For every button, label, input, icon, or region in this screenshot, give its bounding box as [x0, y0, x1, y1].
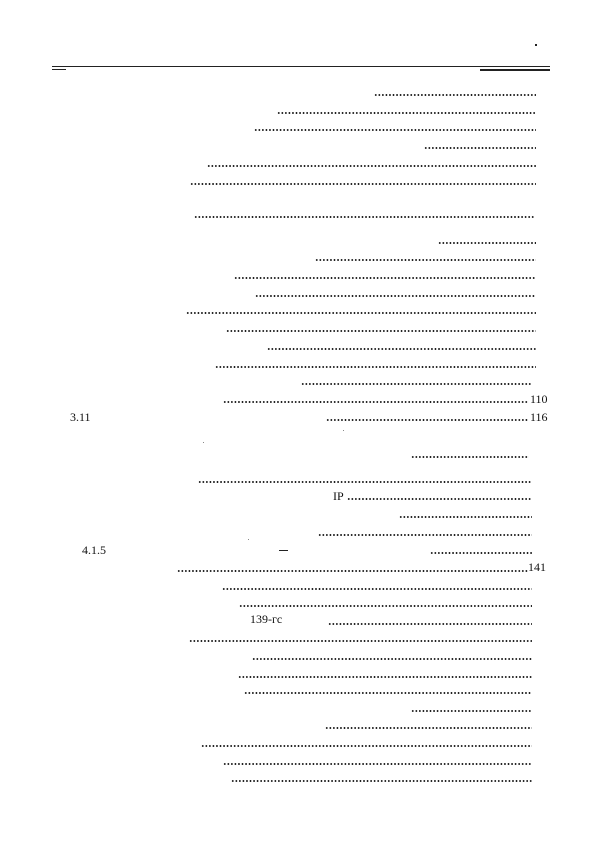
toc-leader	[190, 183, 536, 185]
toc-leader	[411, 456, 529, 458]
dash-mark	[279, 550, 288, 551]
toc-leader	[347, 498, 532, 500]
toc-leader	[301, 383, 532, 385]
section-number: 4.1.5	[82, 543, 106, 557]
toc-leader	[267, 348, 536, 350]
toc-leader	[215, 366, 536, 368]
toc-leader	[424, 147, 536, 149]
toc-leader	[254, 129, 536, 131]
toc-leader	[186, 312, 536, 314]
page-number: 110	[530, 392, 548, 406]
toc-leader	[411, 710, 532, 712]
toc-leader	[255, 295, 536, 297]
toc-leader	[325, 727, 532, 729]
page-number: 141	[528, 560, 546, 574]
toc-leader	[234, 277, 536, 279]
scan-speck	[248, 539, 249, 540]
text-fragment: IP	[333, 489, 344, 503]
toc-leader	[189, 640, 532, 642]
toc-leader	[207, 165, 536, 167]
toc-leader	[226, 330, 536, 332]
toc-leader	[318, 534, 532, 536]
toc-leader	[231, 780, 532, 782]
page-number: 116	[530, 410, 548, 424]
toc-leader	[328, 623, 532, 625]
toc-leader	[430, 552, 532, 554]
toc-leader	[326, 419, 528, 421]
toc-leader	[194, 216, 535, 218]
toc-leader	[222, 588, 532, 590]
toc-leader	[277, 112, 536, 114]
corner-mark	[535, 44, 537, 46]
toc-leader	[223, 401, 528, 403]
scan-speck	[203, 442, 204, 443]
toc-leader	[177, 570, 528, 572]
toc-leader	[198, 481, 532, 483]
toc-leader	[438, 242, 536, 244]
toc-leader	[201, 745, 532, 747]
header-rule-right-thick	[480, 69, 550, 71]
toc-leader	[315, 259, 536, 261]
text-fragment: 139-гс	[250, 612, 283, 626]
header-rule-left-tick	[52, 69, 66, 70]
toc-leader	[239, 605, 532, 607]
header-rule	[52, 66, 550, 67]
toc-leader	[223, 763, 532, 765]
toc-leader	[244, 692, 532, 694]
scan-speck	[343, 430, 344, 431]
toc-leader	[252, 658, 532, 660]
section-number: 3.11	[70, 410, 91, 424]
toc-leader	[399, 516, 532, 518]
toc-leader	[238, 676, 532, 678]
toc-leader	[374, 94, 536, 96]
